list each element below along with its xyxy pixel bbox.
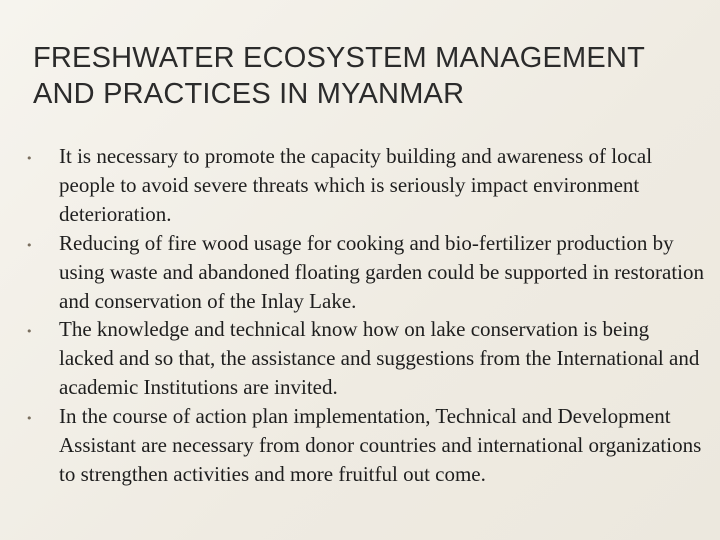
bullet-text: The knowledge and technical know how on lake conservation is being lacked and so that, the assistance and suggestions from the International and academic Institutions are invited. xyxy=(59,317,700,400)
slide-title: FRESHWATER ECOSYSTEM MANAGEMENT AND PRACTICES IN MYANMAR xyxy=(33,42,645,110)
bullet-item-2 xyxy=(26,229,706,316)
bullet-item-4 xyxy=(26,402,706,489)
bullet-icon: • xyxy=(26,152,33,165)
bullet-list xyxy=(26,142,706,489)
bullet-icon: • xyxy=(26,325,33,339)
bullet-item-1 xyxy=(26,142,706,229)
bullet-text: It is necessary to promote the capacity building and awareness of local people to avoid severe threats which is seriously impact environment deterioration. xyxy=(59,144,653,226)
bullet-text: Reducing of fire wood usage for cooking and bio-fertilizer production by using waste and abandoned floating garden could be supported in restoration and conservation of the Inlay Lake. xyxy=(59,230,704,313)
bullet-icon: • xyxy=(26,238,33,252)
bullet-icon: • xyxy=(26,412,33,426)
bullet-text: In the course of action plan implementation, Technical and Development Assistant are necessary from donor countries and international organizations to strengthen activities and more fruitful out come. xyxy=(59,404,702,486)
bullet-item-3 xyxy=(26,315,706,402)
